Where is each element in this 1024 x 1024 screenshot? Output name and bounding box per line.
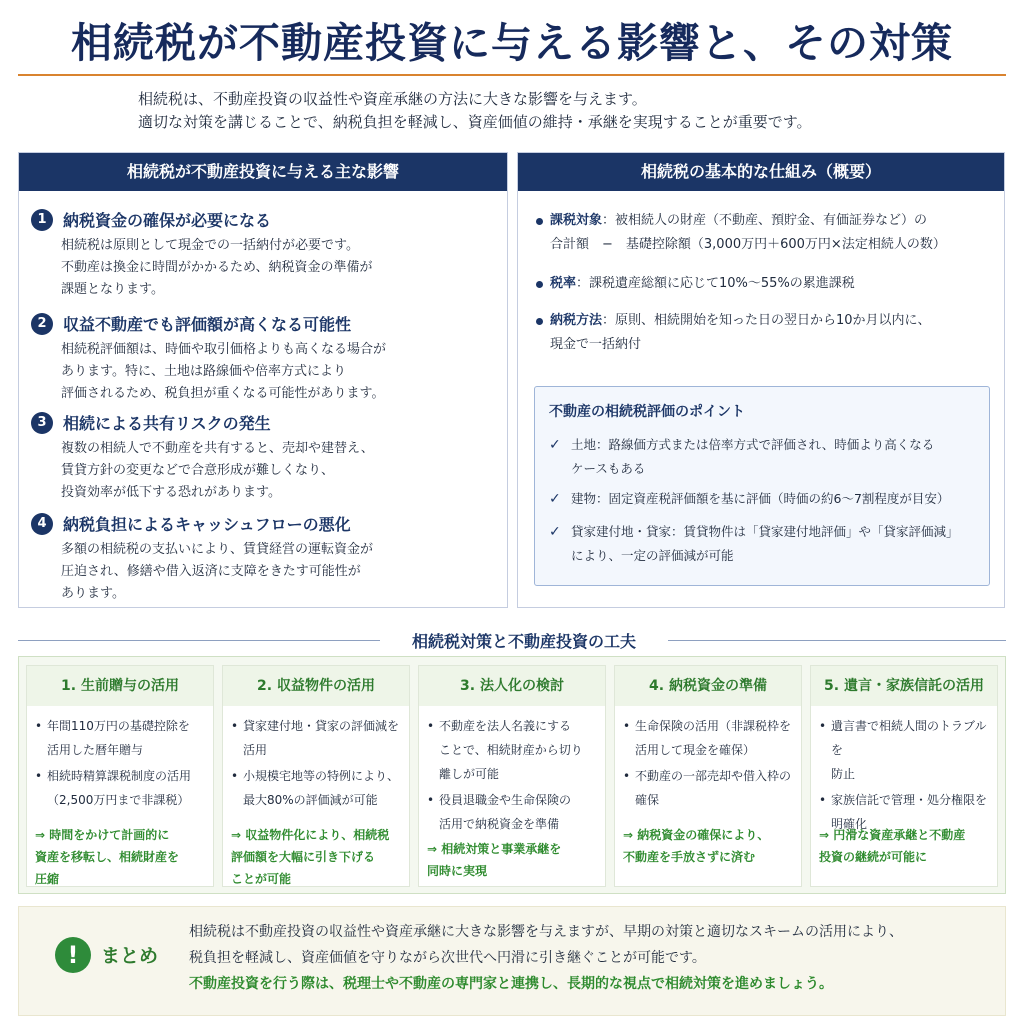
mechanism-text: ：課税遺産総額に応じて10%〜55%の累進課税 (576, 276, 855, 291)
impacts-heading: 相続税が不動産投資に与える主な影響 (19, 153, 507, 191)
strategies-container (18, 656, 1006, 894)
bullet-line: ことで、相続財産から切り (439, 743, 583, 757)
strategy-card (418, 665, 606, 887)
strategy-title: 4. 納税資金の準備 (615, 666, 801, 706)
number-badge: 3 (31, 412, 53, 434)
exclamation-icon: ! (55, 937, 91, 973)
impact-line: あります。 (61, 586, 125, 601)
bullet-line: 活用して現金を確保） (635, 743, 756, 757)
page-title: 相続税が不動産投資に与える影響と、その対策 (71, 19, 953, 67)
strategy-card (810, 665, 998, 887)
title-divider (18, 74, 1006, 76)
strategy-bullet (427, 714, 599, 786)
strategy-result (231, 824, 407, 890)
impact-line: あります。特に、土地は路線価や倍率方式により (61, 364, 346, 379)
strategy-bullet (35, 764, 207, 812)
impact-title: 納税負担によるキャッシュフローの悪化 (63, 515, 351, 534)
check-icon: ✓ (549, 491, 561, 507)
result-line: ⇒ 収益物件化により、相続税 (231, 828, 390, 842)
impact-line: 賃貸方針の変更などで合意形成が難しくなり、 (61, 463, 335, 478)
evaluation-box (534, 386, 990, 586)
impact-line: 課題となります。 (61, 282, 164, 297)
evaluation-title: 不動産の相続税評価のポイント (549, 404, 745, 420)
evaluation-text: ケースもある (571, 461, 646, 476)
mechanism-label: 納税方法 (550, 313, 603, 328)
impact-title: 収益不動産でも評価額が高くなる可能性 (63, 315, 352, 334)
impact-body (61, 339, 461, 405)
impact-line: 投資効率が低下する恐れがあります。 (61, 485, 281, 500)
impact-line: 複数の相続人で不動産を共有すると、売却や建替え、 (61, 441, 374, 456)
bullet-line: 最大80%の評価減が可能 (243, 793, 378, 807)
bullet-line: • 不動産の一部売却や借入枠の (635, 769, 792, 783)
bullet-line: 離しが可能 (439, 767, 500, 781)
summary-line: 税負担を軽減し、資産価値を守りながら次世代へ円滑に引き継ぐことが可能です。 (189, 950, 706, 966)
bullet-line: • 役員退職金や生命保険の (439, 793, 572, 807)
bullet-line: 活用した暦年贈与 (47, 743, 144, 757)
summary-line: 相続税は不動産投資の収益性や資産承継に大きな影響を与えますが、早期の対策と適切なスキームの活用により、 (189, 924, 903, 940)
bullet-line: • 不動産を法人名義にする (439, 719, 572, 733)
strategy-title: 3. 法人化の検討 (419, 666, 605, 706)
intro-line: 適切な対策を講じることで、納税負担を軽減し、資産価値の維持・承継を実現することが重要です。 (138, 113, 812, 131)
number-badge: 1 (31, 209, 53, 231)
bullet-line: 確保 (635, 793, 660, 807)
strategy-card (26, 665, 214, 887)
mechanism-panel (517, 152, 1005, 608)
bullet-line: （2,500万円まで非課税） (47, 793, 190, 807)
bullet-line: 明確化 (831, 817, 868, 831)
bullet-dot (536, 281, 543, 288)
summary-label: まとめ (101, 945, 159, 967)
evaluation-text: 貸家建付地・貸家：賃貸物件は「貸家建付地評価」や「貸家評価減」 (571, 524, 959, 539)
evaluation-item (549, 433, 979, 481)
summary-highlight: 不動産投資を行う際は、税理士や不動産の専門家と連携し、長期的な視点で相続対策を進めましょう。 (189, 976, 833, 992)
impact-title: 相続による共有リスクの発生 (63, 414, 271, 433)
mechanism-text: 現金で一括納付 (550, 337, 642, 352)
strategy-title: 1. 生前贈与の活用 (27, 666, 213, 706)
number-badge: 2 (31, 313, 53, 335)
bullet-dot (536, 218, 543, 225)
bullet-line: • 遺言書で相続人間のトラブルを (831, 719, 987, 757)
strategy-result (427, 838, 603, 882)
bullet-line: • 家族信託で管理・処分権限を (831, 793, 988, 807)
result-line: ⇒ 時間をかけて計画的に (35, 828, 170, 842)
bullet-line: 活用で納税資金を準備 (439, 817, 560, 831)
strategy-result (35, 824, 211, 890)
bullet-dot (536, 318, 543, 325)
summary-box (18, 906, 1006, 1016)
mechanism-label: 税率 (550, 276, 577, 291)
impact-body (61, 539, 461, 605)
strategy-bullet (231, 764, 403, 812)
impact-line: 不動産は換金に時間がかかるため、納税資金の準備が (61, 260, 373, 275)
check-icon: ✓ (549, 437, 561, 453)
section-divider (18, 640, 380, 641)
mechanism-item (536, 209, 986, 257)
mechanism-item (536, 309, 986, 357)
bullet-line: 活用 (243, 743, 268, 757)
result-line: ⇒ 納税資金の確保により、 (623, 828, 770, 842)
bullet-line: • 相続時精算課税制度の活用 (47, 769, 192, 783)
impact-title: 納税資金の確保が必要になる (63, 211, 272, 230)
mechanism-label: 課税対象 (550, 213, 603, 228)
evaluation-text: 土地：路線価方式または倍率方式で評価され、時価より高くなる (571, 437, 935, 452)
summary-text (189, 919, 989, 997)
result-line: 資産を移転し、相続財産を (35, 850, 180, 864)
bullet-line: • 貸家建付地・貸家の評価減を (243, 719, 400, 733)
impact-line: 評価されるため、税負担が重くなる可能性があります。 (61, 386, 385, 401)
result-line: 評価額を大幅に引き下げる (231, 850, 376, 864)
impact-body (61, 438, 461, 504)
strategy-bullet (35, 714, 207, 762)
result-line: ⇒ 相続対策と事業承継を (427, 842, 562, 856)
evaluation-item (549, 520, 979, 568)
intro-line: 相続税は、不動産投資の収益性や資産承継の方法に大きな影響を与えます。 (138, 90, 647, 108)
impact-body (61, 235, 461, 301)
strategy-bullet (427, 788, 599, 836)
strategy-title: 2. 収益物件の活用 (223, 666, 409, 706)
strategy-card (222, 665, 410, 887)
intro-text (138, 88, 998, 134)
evaluation-text: により、一定の評価減が可能 (571, 548, 734, 563)
mechanism-item (536, 272, 986, 296)
mechanism-text: ：原則、相続開始を知った日の翌日から10か月以内に、 (602, 313, 931, 328)
result-line: 圧縮 (35, 872, 60, 886)
mechanism-heading: 相続税の基本的な仕組み（概要） (518, 153, 1004, 191)
impact-line: 圧迫され、修繕や借入返済に支障をきたす可能性が (61, 564, 361, 579)
result-line: ことが可能 (231, 872, 292, 886)
number-badge: 4 (31, 513, 53, 535)
strategy-result (819, 824, 995, 868)
result-line: 不動産を手放さずに済む (623, 850, 756, 864)
evaluation-text: 建物：固定資産税評価額を基に評価（時価の約6〜7割程度が目安） (571, 491, 950, 506)
impacts-panel (18, 152, 508, 608)
impact-line: 相続税評価額は、時価や取引価格よりも高くなる場合が (61, 342, 387, 357)
bullet-line: • 小規模宅地等の特例により、 (243, 769, 400, 783)
section-divider (668, 640, 1006, 641)
strategy-title: 5. 遺言・家族信託の活用 (811, 666, 997, 706)
result-line: ⇒ 円滑な資産承継と不動産 (819, 828, 966, 842)
bullet-line: • 年間110万円の基礎控除を (47, 719, 190, 733)
impact-line: 相続税は原則として現金での一括納付が必要です。 (61, 238, 359, 253)
strategy-bullet (231, 714, 403, 762)
bullet-line: • 生命保険の活用（非課税枠を (635, 719, 792, 733)
strategy-bullet (623, 764, 795, 812)
impact-line: 多額の相続税の支払いにより、賃貸経営の運転資金が (61, 542, 374, 557)
strategy-card (614, 665, 802, 887)
mechanism-text: 合計額 − 基礎控除額（3,000万円＋600万円×法定相続人の数） (550, 237, 946, 252)
evaluation-item (549, 487, 979, 511)
strategy-bullet (623, 714, 795, 762)
bullet-line: 防止 (831, 767, 856, 781)
strategy-result (623, 824, 799, 868)
strategy-bullet (819, 714, 991, 786)
mechanism-text: ：被相続人の財産（不動産、預貯金、有価証券など）の (602, 213, 928, 228)
strategies-heading: 相続税対策と不動産投資の工夫 (411, 632, 636, 651)
result-line: 同時に実現 (427, 864, 488, 878)
result-line: 投資の継続が可能に (819, 850, 928, 864)
check-icon: ✓ (549, 524, 561, 540)
